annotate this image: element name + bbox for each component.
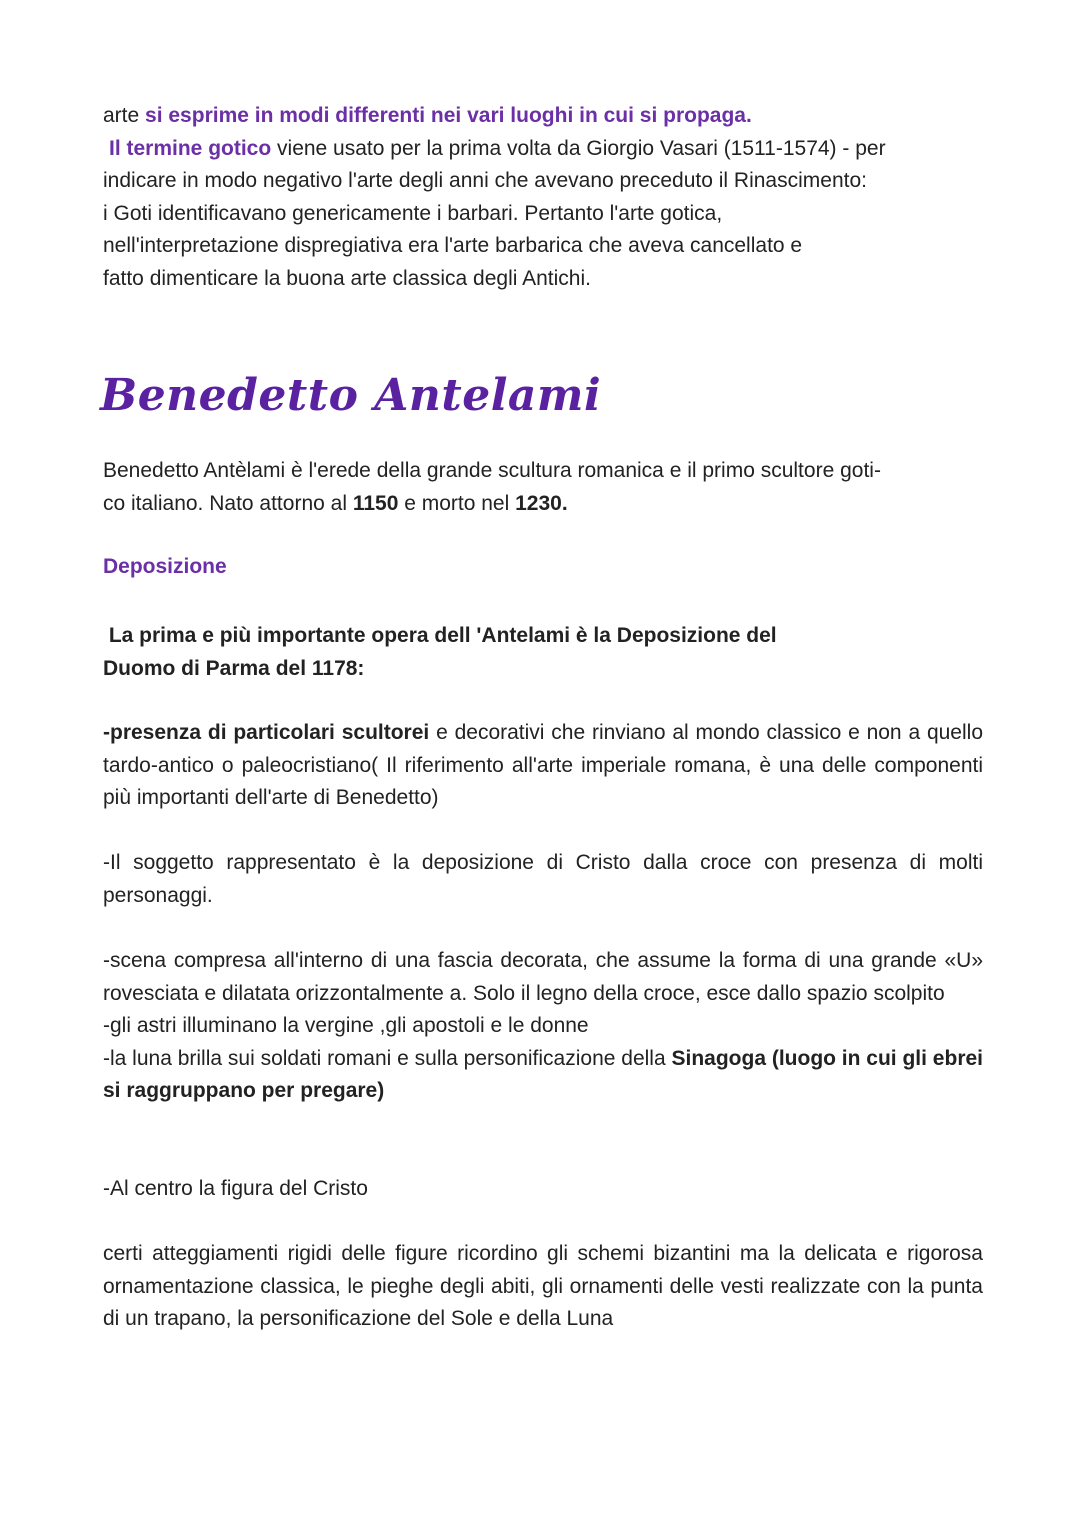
intro-line-5: nell'interpretazione dispregiativa era l'arte barbarica che aveva cancellato e	[103, 234, 803, 257]
bio-paragraph	[103, 455, 983, 520]
presenza-text: e decorativi che rinviano al mondo classico e non a quello tardo-antico o paleocristiano( Il riferimento all'arte imperiale romana, è una delle componenti più importanti dell'arte di Benedetto)	[103, 721, 983, 809]
paragraph-presenza	[103, 717, 983, 815]
paragraph-centro: -Al centro la figura del Cristo	[103, 1177, 368, 1200]
astri-text: -gli astri illuminano la vergine ,gli apostoli e le donne	[103, 1014, 589, 1037]
luna-plain: -la luna brilla sui soldati romani e sulla personificazione della	[103, 1046, 672, 1070]
intro-text: arte	[103, 104, 146, 127]
intro-line-6: fatto dimenticare la buona arte classica degli Antichi.	[103, 266, 591, 290]
intro-line-3: indicare in modo negativo l'arte degli anni che avevano preceduto il Rinascimento:	[103, 169, 867, 192]
bio-line-2	[103, 488, 983, 521]
intro-text: viene usato per la prima volta da Giorgio Vasari (1511-1574) - per	[271, 136, 886, 160]
paragraph-soggetto: -Il soggetto rappresentato è la deposizione di Cristo dalla croce con presenza di molti personaggi.	[103, 851, 983, 907]
presenza-bold: -presenza di particolari scultorei	[103, 721, 430, 744]
section-title: Benedetto Antelami	[100, 370, 602, 421]
death-year: 1230.	[515, 491, 568, 515]
intro-line-2	[103, 133, 983, 166]
deposizione-intro-line-2: Duomo di Parma del 1178:	[103, 656, 365, 680]
scena-text: -scena compresa all'interno di una fascia decorata, che assume la forma di una grande «U» rovesciata e dilatata orizzontalmente a. Solo il legno della croce, esce dallo spazio scolpito	[103, 949, 983, 1005]
sinagoga-bold: Sinagoga (luogo in cui gli ebrei si raggruppano per pregare)	[103, 1046, 984, 1102]
paragraph-scena	[103, 945, 983, 1108]
deposizione-intro	[103, 620, 983, 685]
gotico-term: Il termine gotico	[109, 136, 272, 160]
intro-line-1	[103, 100, 983, 133]
bio-text: e morto nel	[398, 491, 516, 515]
intro-highlight: si esprime in modi differenti nei vari luoghi in cui si propaga.	[145, 104, 752, 127]
deposizione-heading: Deposizione	[103, 555, 227, 578]
intro-line-4: i Goti identificavano genericamente i barbari. Pertanto l'arte gotica,	[103, 201, 723, 225]
bio-text: co italiano. Nato attorno al	[103, 491, 353, 515]
intro-paragraph	[103, 100, 983, 295]
birth-year: 1150	[352, 491, 399, 515]
luna-text	[103, 1043, 983, 1108]
deposizione-intro-line-1: La prima e più importante opera dell 'Antelami è la Deposizione del	[103, 624, 777, 647]
bio-line-1: Benedetto Antèlami è l'erede della grande scultura romanica e il primo scultore goti-	[103, 459, 881, 482]
paragraph-atteggiamenti: certi atteggiamenti rigidi delle figure ricordino gli schemi bizantini ma la delicata e rigorosa ornamentazione classica, le pieghe degli abiti, gli ornamenti delle vesti realizzate con la punta di un trapano, la personificazione del Sole e della Luna	[103, 1242, 983, 1330]
